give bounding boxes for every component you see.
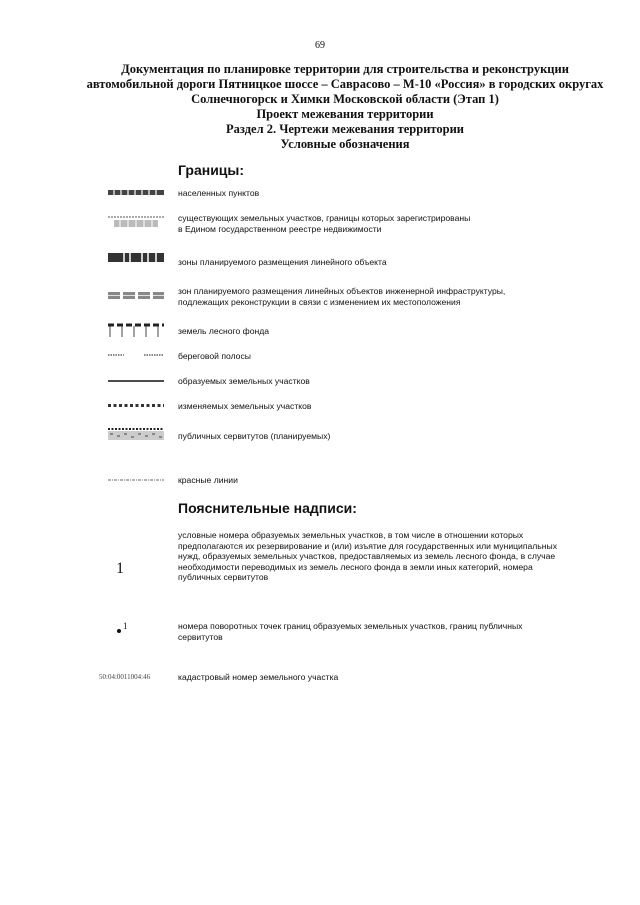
legend-text: зон планируемого размещения линейных объектов инженерной инфраструктуры, подлежащих реконструкции в связи с изменением их местоположения bbox=[178, 286, 506, 307]
legend-text: земель лесного фонда bbox=[178, 326, 270, 336]
document-title bbox=[50, 62, 640, 152]
turning-point-number-symbol: 1 bbox=[123, 621, 128, 631]
boundaries-heading: Границы: bbox=[178, 162, 245, 178]
explanatory-text: номера поворотных точек границ образуемых земельных участков, границ публичных сервитутов bbox=[178, 621, 523, 642]
title-line: автомобильной дороги Пятницкое шоссе – Саврасово – М-10 «Россия» в городских округах bbox=[86, 77, 604, 91]
red-lines-symbol bbox=[108, 477, 164, 483]
coastal-strip-symbol bbox=[108, 353, 164, 357]
plot-number-symbol: 1 bbox=[116, 560, 124, 577]
utility-zone-symbol bbox=[108, 292, 164, 300]
legend-text: публичных сервитутов (планируемых) bbox=[178, 431, 331, 441]
linear-object-zone-symbol bbox=[108, 253, 164, 263]
public-easements-symbol bbox=[108, 427, 164, 441]
cadastral-number-symbol: 50:04:0011004:46 bbox=[99, 673, 151, 681]
settlement-boundary-symbol bbox=[108, 190, 164, 198]
existing-plots-symbol bbox=[108, 215, 164, 229]
formed-plots-symbol bbox=[108, 379, 164, 383]
legend-text: изменяемых земельных участков bbox=[178, 401, 312, 411]
legend-text: населенных пунктов bbox=[178, 188, 260, 198]
turning-point-dot bbox=[117, 629, 121, 633]
explanatory-text: кадастровый номер земельного участка bbox=[178, 672, 339, 682]
title-line: Раздел 2. Чертежи межевания территории bbox=[226, 122, 464, 136]
title-line: Документация по планировке территории для строительства и реконструкции bbox=[121, 62, 569, 76]
legend-text: зоны планируемого размещения линейного объекта bbox=[178, 257, 387, 267]
explanatory-text: условные номера образуемых земельных участков, в том числе в отношении которых предполагаются их резервирование и (или) изъятие для государственных или муниципальных нужд, образуемых земельных участков, предоставляемых из земель лесного фонда, в случае необходимости переводимых из земель лесного фонда в земли иных категорий, номера публичных сервитутов bbox=[178, 530, 558, 582]
legend-text: существующих земельных участков, границы которых зарегистрированы в Едином государственном реестре недвижимости bbox=[178, 213, 471, 234]
changed-plots-symbol bbox=[108, 403, 164, 408]
explanatory-heading: Пояснительные надписи: bbox=[178, 500, 357, 516]
legend-text: береговой полосы bbox=[178, 351, 251, 361]
legend-text: красные линии bbox=[178, 475, 238, 485]
page-number: 69 bbox=[315, 40, 325, 51]
title-line: Условные обозначения bbox=[280, 137, 410, 151]
title-line: Проект межевания территории bbox=[256, 107, 434, 121]
forest-fund-symbol bbox=[108, 322, 164, 338]
title-line: Солнечногорск и Химки Московской области (Этап 1) bbox=[191, 92, 499, 106]
legend-text: образуемых земельных участков bbox=[178, 376, 310, 386]
